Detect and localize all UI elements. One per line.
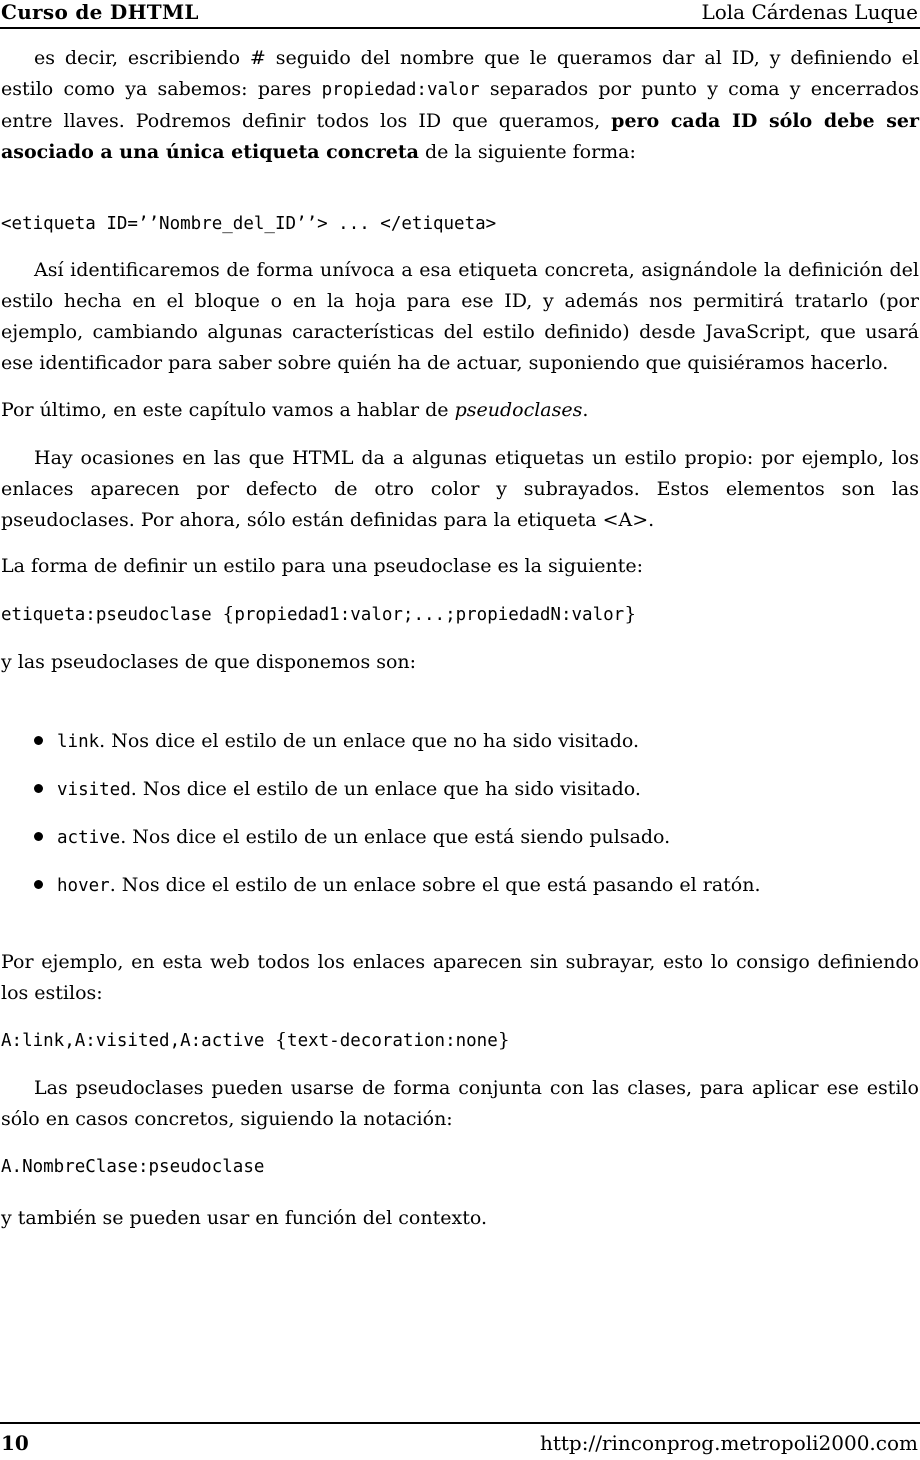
list-item — [34, 726, 639, 758]
paragraph-combined-classes: Las pseudoclases pueden usarse de forma conjunta con las clases, para aplicar ese estilo sólo en casos concretos, siguiendo la notación: — [1, 1077, 919, 1130]
paragraph-id-definition — [1, 43, 919, 168]
footer-url: http://rinconprog.metropoli2000.com — [539, 1431, 918, 1455]
list-item-code: link — [57, 732, 100, 752]
paragraph-available-pseudoclasses: y las pseudoclases de que disponemos son: — [1, 651, 417, 673]
list-item-text: . Nos dice el estilo de un enlace que ha sido visitado. — [130, 778, 641, 800]
list-item — [34, 822, 670, 854]
list-item-code: hover — [57, 876, 110, 896]
page-number: 10 — [1, 1431, 29, 1455]
bullet-icon — [34, 736, 43, 745]
p1-text-1: es decir, escribiendo # seguido del nombre que le queramos dar al ID, y definiendo el estilo como ya sabemos: pares — [1, 47, 919, 100]
p3-text-1: Por último, en este capítulo vamos a hablar de — [1, 399, 455, 421]
header-author: Lola Cárdenas Luque — [701, 0, 918, 24]
code-pseudo-open-brace: { — [222, 603, 235, 625]
p3-italic: pseudoclases — [454, 399, 583, 421]
p3-text-2: . — [582, 399, 589, 421]
code-id-c: ’’> ... </etiqueta> — [296, 214, 497, 234]
bullet-icon — [34, 784, 43, 793]
page-header — [0, 0, 920, 29]
code-id-example — [1, 209, 496, 240]
list-item-text: . Nos dice el estilo de un enlace sobre el que está pasando el ratón. — [109, 874, 761, 896]
bullet-icon — [34, 832, 43, 841]
code-id-a: <etiqueta ID=’’ — [1, 214, 160, 234]
bullet-icon — [34, 880, 43, 889]
list-item-text: . Nos dice el estilo de un enlace que no ha sido visitado. — [99, 730, 640, 752]
list-item-text: . Nos dice el estilo de un enlace que está siendo pulsado. — [120, 826, 671, 848]
code-pseudoclass-syntax — [1, 599, 636, 631]
paragraph-html-styles: Hay ocasiones en las que HTML da a algunas etiquetas un estilo propio: por ejemplo, los enlaces aparecen por defecto de otro color y subrayados. Estos elementos son las pseudoclases. Por ahora, sólo están definidas para la etiqueta <A>. — [1, 447, 919, 531]
header-title: Curso de DHTML — [1, 0, 199, 24]
list-item-code: active — [57, 828, 121, 848]
p1-text-3: de la siguiente forma: — [418, 141, 636, 163]
code-links-a: A:link,A:visited,A:active — [1, 1031, 275, 1051]
paragraph-define-style: La forma de definir un estilo para una pseudoclase es la siguiente: — [1, 555, 644, 577]
code-id-b: Nombre_del_ID — [159, 214, 297, 234]
code-links-close-brace: } — [497, 1029, 510, 1051]
page-footer — [0, 1422, 920, 1460]
p1-text-2: separados por punto y coma y encerrados entre llaves. Podremos definir todos los ID que queramos, — [1, 78, 919, 132]
paragraph-pseudoclasses-intro — [1, 395, 588, 426]
paragraph-example-links: Por ejemplo, en esta web todos los enlaces aparecen sin subrayar, esto lo consigo definiendo los estilos: — [1, 951, 919, 1004]
paragraph-identify: Así identificaremos de forma unívoca a esa etiqueta concreta, asignándole la definición del estilo hecha en el bloque o en la hoja para ese ID, y además nos permitirá tratarlo (por ejemplo, cambiando algunas características del estilo definido) desde JavaScript, que usará ese identificador para saber sobre quién ha de actuar, suponiendo que quisiéramos hacerlo. — [1, 259, 919, 374]
code-links-c: text-decoration:none — [287, 1031, 498, 1051]
code-links-example — [1, 1025, 510, 1057]
code-pseudo-close-brace: } — [624, 603, 637, 625]
list-item — [34, 870, 761, 902]
p1-bold: pero cada ID sólo debe ser asociado a una única etiqueta concreta — [1, 110, 920, 163]
code-class-notation: A.NombreClase:pseudoclase — [1, 1157, 265, 1177]
list-item-code: visited — [57, 780, 131, 800]
code-pseudo-c: propiedad1:valor;...;propiedadN:valor — [234, 605, 625, 625]
list-item — [34, 774, 641, 806]
p1-code: propiedad:valor — [321, 80, 480, 100]
code-links-open-brace: { — [274, 1029, 288, 1051]
paragraph-context: y también se pueden usar en función del contexto. — [1, 1207, 487, 1229]
code-pseudo-a: etiqueta:pseudoclase — [1, 605, 223, 625]
